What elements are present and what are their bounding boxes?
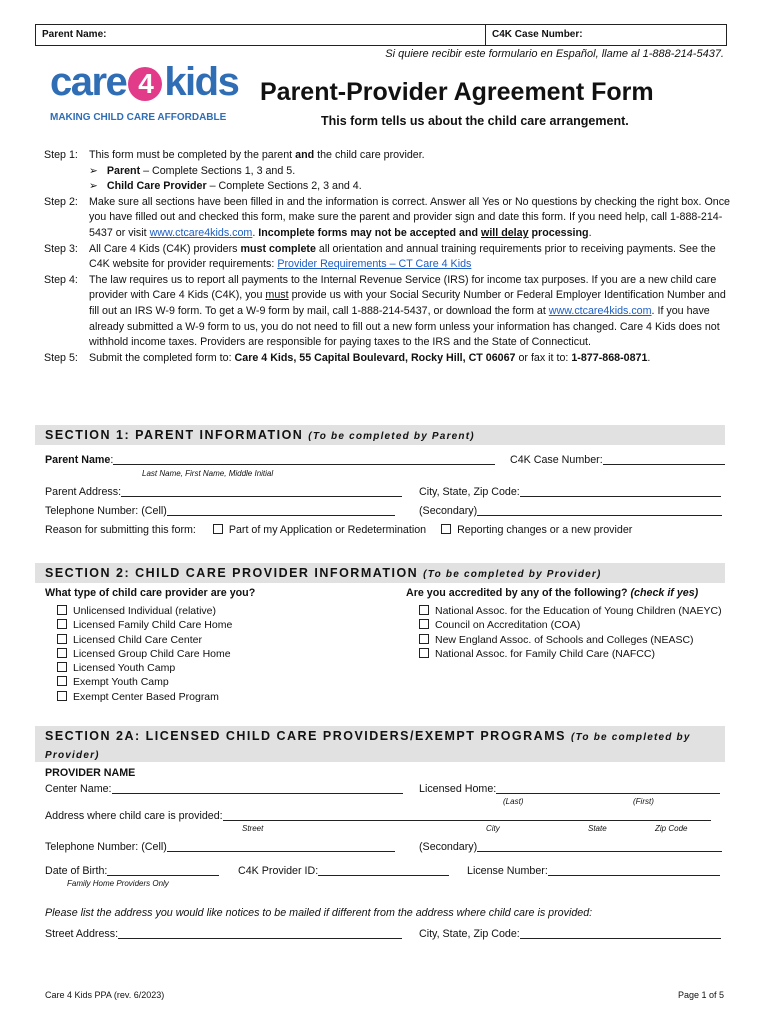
step-1: Step 1: This form must be completed by the parent and the child care provider. bbox=[44, 148, 734, 164]
city-hint: City bbox=[486, 824, 500, 833]
provider-type-list bbox=[57, 604, 232, 704]
page-subtitle: This form tells us about the child care arrangement. bbox=[321, 114, 629, 128]
case-number-row: C4K Case Number: bbox=[510, 453, 725, 466]
parent-name-field[interactable]: Parent Name: bbox=[36, 25, 486, 45]
accreditation-option[interactable]: National Assoc. for Family Child Care (NAFCC) bbox=[419, 647, 722, 661]
provider-type-option[interactable]: Exempt Center Based Program bbox=[57, 690, 232, 704]
last-hint: (Last) bbox=[503, 797, 524, 806]
provider-secondary-row: (Secondary) bbox=[419, 840, 722, 853]
provider-telephone-input[interactable] bbox=[167, 840, 395, 852]
city-row: City, State, Zip Code: bbox=[419, 485, 721, 498]
logo-kids: kids bbox=[164, 60, 239, 104]
step-4: Step 4: The law requires us to report all payments to the Internal Revenue Service (IRS) for income tax purposes. If you are a new child care provider with Care 4 Kids (C4K), you must provide us with your Social Security Number or Federal Employer Identification Number and fill out an IRS W-9 form. To get a W-9 form by mail, call 1-888-214-5437, or download the form at www.ctcare4kids.com. If you have already submitted a W-9 form to us, you do not need to fill out a new form unless your information has changed. Care 4 Kids does not withhold income taxes. Providers are responsible for paying taxes to the IRS and the State of Connecticut. bbox=[44, 273, 734, 351]
accreditation-question: Are you accredited by any of the following? (check if yes) bbox=[406, 587, 699, 599]
first-hint: (First) bbox=[633, 797, 654, 806]
dob-input[interactable] bbox=[107, 864, 219, 876]
street-hint: Street bbox=[242, 824, 264, 833]
zip-hint: Zip Code bbox=[655, 824, 688, 833]
provider-id-row: C4K Provider ID: bbox=[238, 864, 449, 877]
section-2-header: SECTION 2: CHILD CARE PROVIDER INFORMATION (To be completed by Provider) bbox=[35, 563, 725, 583]
parent-name-row: Parent Name: bbox=[45, 453, 495, 466]
footer-form-id: Care 4 Kids PPA (rev. 6/2023) bbox=[45, 990, 165, 1000]
step-2: Step 2: Make sure all sections have been filled in and the information is correct. Answer all Yes or No questions by checking the right box. Once you have filled out and checked this form, make sure the parent and provider sign and date this form. If you need help, call 1-888-214-5437 or visit www.ctcare4kids.com. Incomplete forms may not be accepted and will delay processing. bbox=[44, 195, 734, 242]
checkbox-icon[interactable] bbox=[57, 662, 67, 672]
checkbox-icon[interactable] bbox=[419, 619, 429, 629]
mail-street-row: Street Address: bbox=[45, 927, 402, 940]
header-box bbox=[35, 24, 727, 46]
provider-type-option[interactable]: Licensed Youth Camp bbox=[57, 661, 232, 675]
ctcare4kids-link[interactable]: www.ctcare4kids.com bbox=[149, 226, 253, 239]
checkbox-icon[interactable] bbox=[419, 648, 429, 658]
case-number-field[interactable]: C4K Case Number: bbox=[492, 29, 583, 40]
license-number-input[interactable] bbox=[548, 864, 720, 876]
care-address-input[interactable] bbox=[223, 809, 711, 821]
care-address-row: Address where child care is provided: bbox=[45, 809, 711, 822]
logo-four: 4 bbox=[128, 67, 162, 101]
provider-type-option[interactable]: Exempt Youth Camp bbox=[57, 675, 232, 689]
provider-type-option[interactable]: Licensed Child Care Center bbox=[57, 633, 232, 647]
care4kids-logo bbox=[50, 60, 239, 123]
checkbox-icon[interactable] bbox=[57, 605, 67, 615]
footer-page-number: Page 1 of 5 bbox=[678, 990, 725, 1000]
mail-city-input[interactable] bbox=[520, 927, 721, 939]
checkbox-icon[interactable] bbox=[57, 634, 67, 644]
checkbox-icon[interactable] bbox=[57, 619, 67, 629]
provider-type-option[interactable]: Unlicensed Individual (relative) bbox=[57, 604, 232, 618]
center-name-input[interactable] bbox=[112, 782, 403, 794]
secondary-input[interactable] bbox=[477, 504, 722, 516]
case-number-input[interactable] bbox=[603, 453, 725, 465]
section-1-header: SECTION 1: PARENT INFORMATION (To be completed by Parent) bbox=[35, 425, 725, 445]
checkbox-icon[interactable] bbox=[419, 634, 429, 644]
telephone-row: Telephone Number: (Cell) bbox=[45, 504, 395, 517]
provider-name-heading: PROVIDER NAME bbox=[45, 767, 136, 779]
spanish-note: Si quiere recibir este formulario en Español, llame al 1-888-214-5437. bbox=[385, 48, 724, 60]
accreditation-list bbox=[419, 604, 722, 661]
parent-address-input[interactable] bbox=[121, 485, 402, 497]
page-title: Parent-Provider Agreement Form bbox=[260, 78, 654, 106]
reason-row: Reason for submitting this form: Part of my Application or Redetermination Reporting changes or a new provider bbox=[45, 524, 633, 536]
accreditation-option[interactable]: New England Assoc. of Schools and Colleges (NEASC) bbox=[419, 633, 722, 647]
logo-tagline: MAKING CHILD CARE AFFORDABLE bbox=[50, 112, 227, 123]
reason-changes-checkbox[interactable] bbox=[441, 524, 451, 534]
parent-name-input[interactable] bbox=[113, 453, 495, 465]
city-input[interactable] bbox=[520, 485, 721, 497]
logo-care: care bbox=[50, 60, 127, 104]
step-1-provider: ➢ Child Care Provider – Complete Sections 2, 3 and 4. bbox=[89, 180, 362, 193]
mail-street-input[interactable] bbox=[118, 927, 402, 939]
accreditation-option[interactable]: National Assoc. for the Education of Young Children (NAEYC) bbox=[419, 604, 722, 618]
dob-row: Date of Birth: bbox=[45, 864, 219, 877]
step-5: Step 5: Submit the completed form to: Care 4 Kids, 55 Capital Boulevard, Rocky Hill, CT 06067 or fax it to: 1-877-868-0871. bbox=[44, 351, 734, 367]
reason-application-checkbox[interactable] bbox=[213, 524, 223, 534]
mail-note: Please list the address you would like notices to be mailed if different from the address where child care is provided: bbox=[45, 907, 593, 919]
step-label: Step 4: bbox=[44, 273, 78, 286]
provider-requirements-link[interactable]: Provider Requirements – CT Care 4 Kids bbox=[277, 258, 472, 271]
checkbox-icon[interactable] bbox=[419, 605, 429, 615]
section-2a-title: SECTION 2A: LICENSED CHILD CARE PROVIDERS/EXEMPT PROGRAMS (To be completed by Provider) bbox=[45, 729, 691, 761]
parent-address-row: Parent Address: bbox=[45, 485, 402, 498]
checkbox-icon[interactable] bbox=[57, 676, 67, 686]
step-1-parent: ➢ Parent – Complete Sections 1, 3 and 5. bbox=[89, 164, 296, 177]
step-label: Step 1: bbox=[44, 149, 78, 161]
provider-type-question: What type of child care provider are you? bbox=[45, 587, 256, 599]
provider-secondary-input[interactable] bbox=[477, 840, 722, 852]
step-label: Step 5: bbox=[44, 351, 78, 364]
secondary-row: (Secondary) bbox=[419, 504, 722, 517]
telephone-input[interactable] bbox=[167, 504, 395, 516]
family-only-hint: Family Home Providers Only bbox=[67, 879, 169, 888]
accreditation-option[interactable]: Council on Accreditation (COA) bbox=[419, 618, 722, 632]
provider-id-input[interactable] bbox=[318, 864, 449, 876]
name-hint: Last Name, First Name, Middle Initial bbox=[142, 469, 274, 478]
provider-type-option[interactable]: Licensed Family Child Care Home bbox=[57, 618, 232, 632]
provider-type-option[interactable]: Licensed Group Child Care Home bbox=[57, 647, 232, 661]
mail-city-row: City, State, Zip Code: bbox=[419, 927, 721, 940]
center-name-row: Center Name: bbox=[45, 782, 403, 795]
checkbox-icon[interactable] bbox=[57, 691, 67, 701]
ctcare4kids-link-2[interactable]: www.ctcare4kids.com bbox=[548, 304, 652, 317]
licensed-home-row: Licensed Home: bbox=[419, 782, 720, 795]
state-hint: State bbox=[588, 824, 607, 833]
provider-telephone-row: Telephone Number: (Cell) bbox=[45, 840, 395, 853]
instructions bbox=[44, 148, 734, 366]
step-label: Step 2: bbox=[44, 195, 78, 208]
license-number-row: License Number: bbox=[467, 864, 720, 877]
licensed-home-input[interactable] bbox=[496, 782, 720, 794]
step-3: Step 3: All Care 4 Kids (C4K) providers must complete all orientation and annual training requirements prior to receiving payments. See the C4K website for provider requirements: Provider Requirements – CT Care 4 Kids bbox=[44, 242, 734, 273]
checkbox-icon[interactable] bbox=[57, 648, 67, 658]
step-label: Step 3: bbox=[44, 242, 78, 255]
